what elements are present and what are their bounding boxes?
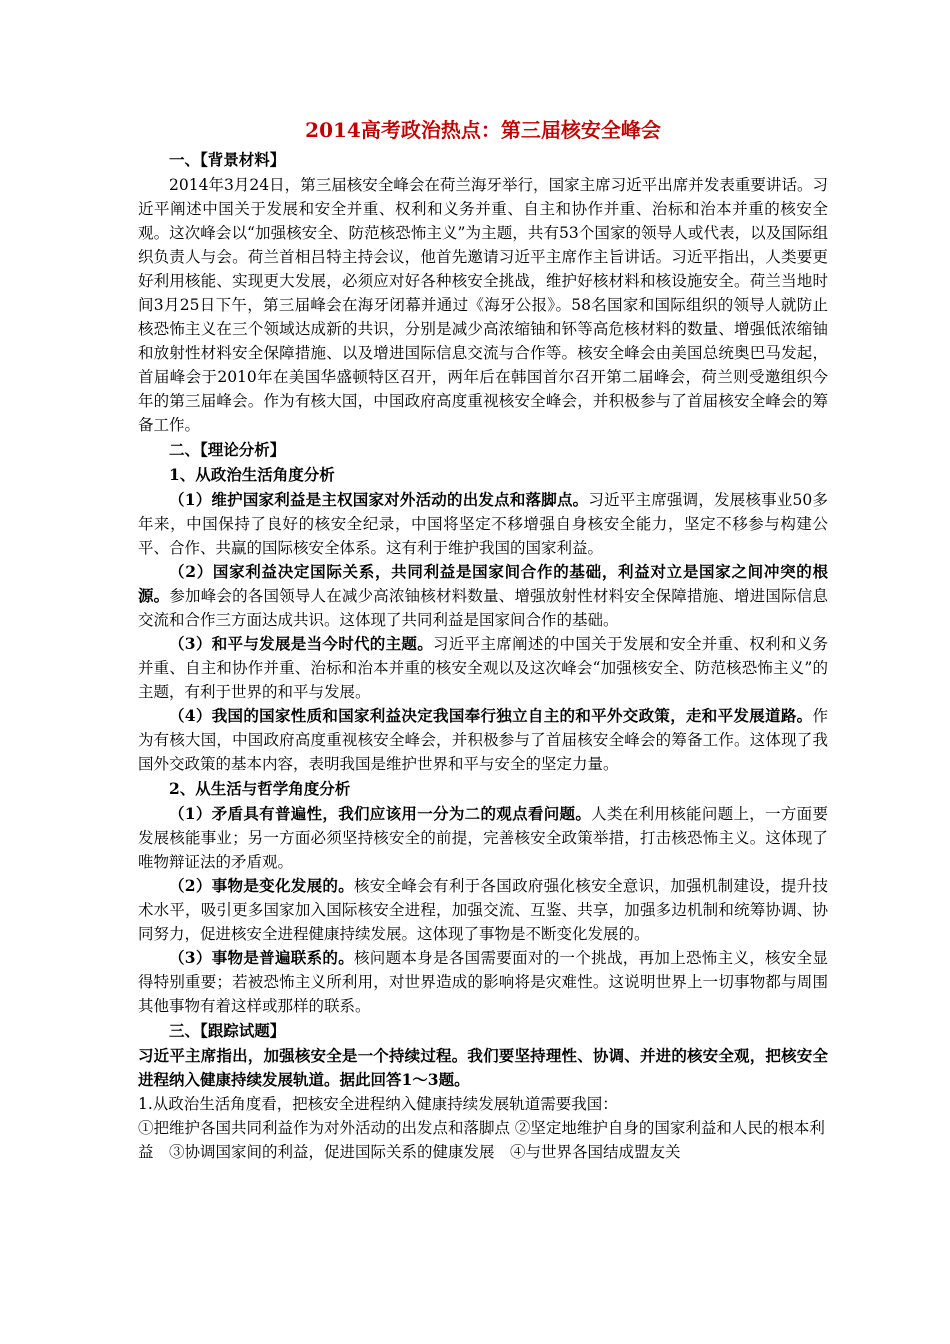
background-paragraph: 2014年3月24日，第三届核安全峰会在荷兰海牙举行，国家主席习近平出席并发表重要讲话。习近平阐述中国关于发展和安全并重、权利和义务并重、自主和协作并重、治标和治本并重的核安全观。这次峰会以“加强核安全、防范核恐怖主义”为主题，共有53个国家的领导人或代表，以及国际组织负责人与会。荷兰首相吕特主持会议，他首先邀请习近平主席作主旨讲话。习近平指出，人类要更好利用核能、实现更大发展，必须应对好各种核安全挑战，维护好核材料和核设施安全。荷兰当地时间3月25日下午，第三届峰会在海牙闭幕并通过《海牙公报》。58名国家和国际组织的领导人就防止核恐怖主义在三个领域达成新的共识，分别是减少高浓缩铀和钚等高危核材料的数量、增强低浓缩铀和放射性材料安全保障措施、以及增进国际信息交流与合作等。核安全峰会由美国总统奥巴马发起，首届峰会于2010年在美国华盛顿特区召开，两年后在韩国首尔召开第二届峰会，荷兰则受邀组织今年的第三届峰会。作为有核大国，中国政府高度重视核安全峰会，并积极参与了首届核安全峰会的筹备工作。 xyxy=(138,176,828,434)
political-point-3 xyxy=(138,632,828,704)
political-point-4 xyxy=(138,704,828,776)
point-lead: （1）维护国家利益是主权国家对外活动的出发点和落脚点。 xyxy=(169,490,589,509)
point-lead: （2）事物是变化发展的。 xyxy=(169,876,354,895)
question-1-stem: 1.从政治生活角度看，把核安全进程纳入健康持续发展轨道需要我国： xyxy=(138,1095,618,1113)
point-lead: （1）矛盾具有普遍性，我们应该用一分为二的观点看问题。 xyxy=(169,804,592,823)
point-body: 核问题本身是各国需要面对的一个挑战，再加上恐怖主义，核安全显得特别重要；若被恐怖主义所利用，对世界造成的影响将是灾难性。这说明世界上一切事物都与周围其他事物有着这样或那样的联系。 xyxy=(138,949,828,1015)
point-lead: （3）和平与发展是当今时代的主题。 xyxy=(169,634,434,653)
point-lead: （4）我国的国家性质和国家利益决定我国奉行独立自主的和平外交政策，走和平发展道路。 xyxy=(169,706,813,725)
point-body: 习近平主席阐述的中国关于发展和安全并重、权利和义务并重、自主和协作并重、治标和治本并重的核安全观以及这次峰会“加强核安全、防范核恐怖主义”的主题，有利于世界的和平与发展。 xyxy=(138,635,828,701)
point-lead: （3）事物是普遍联系的。 xyxy=(169,948,354,967)
point-body: 核安全峰会有利于各国政府强化核安全意识，加强机制建设，提升技术水平，吸引更多国家加入国际核安全进程，加强交流、互鉴、共享，加强多边机制和统筹协调、协同努力，促进核安全进程健康持续发展。这体现了事物是不断变化发展的。 xyxy=(138,877,828,943)
page-title: 2014高考政治热点：第三届核安全峰会 xyxy=(305,118,661,142)
political-point-1 xyxy=(138,488,828,560)
philosophy-point-2 xyxy=(138,874,828,946)
point-body: 参加峰会的各国领导人在减少高浓铀核材料数量、增强放射性材料安全保障措施、增进国际信息交流和合作三方面达成共识。这体现了共同利益是国家间合作的基础。 xyxy=(138,587,828,629)
philosophy-point-3 xyxy=(138,946,828,1018)
test-intro: 习近平主席指出，加强核安全是一个持续过程。我们要坚持理性、协调、并进的核安全观，把核安全进程纳入健康持续发展轨道。据此回答1～3题。 xyxy=(138,1046,828,1089)
point-body: 习近平主席强调，发展核事业50多年来，中国保持了良好的核安全纪录，中国将坚定不移增强自身核安全能力，坚定不移参与构建公平、合作、共赢的国际核安全体系。这有利于维护我国的国家利益。 xyxy=(138,491,828,557)
question-1-options: ①把维护各国共同利益作为对外活动的出发点和落脚点 ②坚定地维护自身的国家利益和人民的根本利益 ③协调国家间的利益，促进国际关系的健康发展 ④与世界各国结成盟友关 xyxy=(138,1119,825,1161)
point-body: 作为有核大国，中国政府高度重视核安全峰会，并积极参与了首届核安全峰会的筹备工作。这体现了我国外交政策的基本内容，表明我国是维护世界和平与安全的坚定力量。 xyxy=(138,707,828,773)
philosophy-heading: 2、从生活与哲学角度分析 xyxy=(169,779,351,798)
philosophy-point-1 xyxy=(138,802,828,874)
point-lead: （2）国家利益决定国际关系，共同利益是国家间合作的基础，利益对立是国家之间冲突的根源。 xyxy=(138,562,828,605)
point-body: 人类在利用核能问题上，一方面要发展核能事业；另一方面必须坚持核安全的前提，完善核安全政策举措，打击核恐怖主义。这体现了唯物辩证法的矛盾观。 xyxy=(138,805,828,871)
test-heading: 三、【跟踪试题】 xyxy=(169,1021,286,1040)
background-heading: 一、【背景材料】 xyxy=(169,150,286,169)
political-heading: 1、从政治生活角度分析 xyxy=(169,465,335,484)
analysis-heading: 二、【理论分析】 xyxy=(169,440,286,459)
political-point-2 xyxy=(138,560,828,632)
